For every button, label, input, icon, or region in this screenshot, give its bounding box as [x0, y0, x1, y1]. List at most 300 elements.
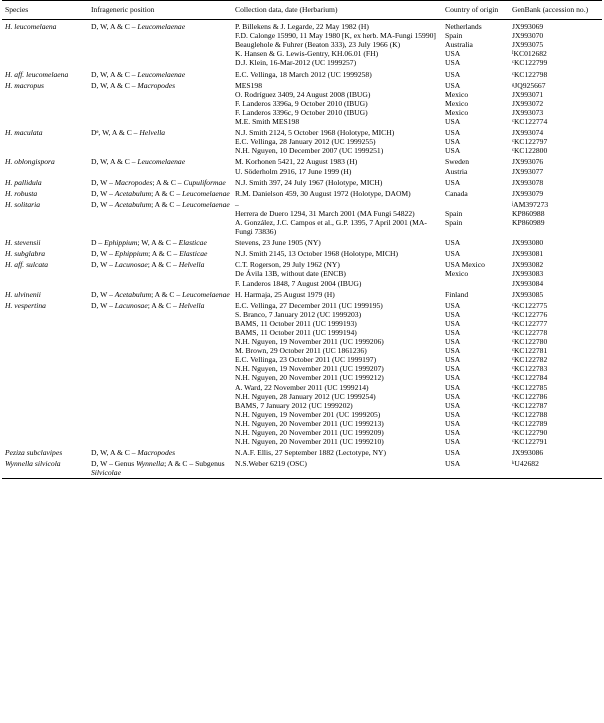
country-cell: USA: [445, 318, 461, 328]
collection-cell: N.H. Nguyen, 19 November 2011 (UC 1999206): [235, 337, 384, 347]
species-cell: H. aff. leucomelaena: [5, 69, 69, 79]
position-text: Acetabulum: [114, 199, 152, 209]
genbank-cell: ᶜKC122778: [512, 328, 548, 337]
specimen-table: [2, 0, 602, 479]
position-text: ; W, A & C –: [137, 238, 179, 248]
country-cell: Sweden: [445, 157, 470, 167]
header-row: [2, 1, 602, 20]
genbank-cell: JX993081: [512, 249, 544, 259]
collection-cell: A. Ward, 22 November 2011 (UC 1999214): [235, 382, 369, 392]
header-country: Country of origin: [445, 5, 499, 14]
table-row: [2, 247, 602, 258]
position-cell: [88, 247, 232, 258]
collection-cell: N.H. Nguyen, 20 November 2011 (UC 1999213): [235, 418, 384, 428]
genbank-cell: ᶜKC122785: [512, 382, 548, 392]
genbank-cell: ᶜKC122799: [512, 58, 548, 68]
position-text: ; A & C –: [151, 188, 183, 198]
position-text: Cupuliformae: [183, 177, 226, 187]
position-cell: [88, 446, 232, 457]
position-text: D, W, A & C –: [91, 80, 138, 90]
country-cell: USA: [445, 80, 461, 90]
collection-cell: M.E. Smith MES198: [235, 117, 300, 127]
species-cell: [2, 355, 88, 364]
country-cell: USA: [445, 309, 461, 319]
collection-cell: N.H. Nguyen, 20 November 2011 (UC 1999212): [235, 373, 384, 383]
position-cell: [88, 236, 232, 247]
genbank-cell: ᶜKC122782: [512, 355, 548, 365]
position-text: Wynnella: [136, 459, 165, 469]
position-cell: [88, 392, 232, 401]
country-cell: USA: [445, 355, 461, 365]
position-text: Leucomelaenae: [137, 157, 186, 167]
position-text: Helvella: [178, 300, 205, 310]
country-cell: Netherlands: [445, 22, 482, 32]
position-text: D, W –: [91, 289, 115, 299]
table-row: [2, 218, 602, 236]
country-cell: Finland: [445, 289, 469, 299]
position-text: Leucomelaenae: [137, 22, 186, 32]
species-cell: [2, 209, 88, 218]
position-cell: [88, 126, 232, 137]
table-row: [2, 457, 602, 478]
species-cell: [2, 310, 88, 319]
table-row: [2, 392, 602, 401]
table-row: [2, 364, 602, 373]
species-cell: H. stevensii: [5, 238, 41, 248]
species-cell: [2, 410, 88, 419]
collection-cell: N.S.Weber 6219 (OSC): [235, 459, 307, 469]
country-cell: USA: [445, 346, 461, 356]
country-cell: USA: [445, 373, 461, 383]
position-cell: [88, 373, 232, 382]
genbank-cell: JX993079: [512, 188, 544, 198]
collection-cell: F. Landeros 3396a, 9 October 2010 (IBUG): [235, 98, 368, 108]
country-cell: USA: [445, 49, 461, 59]
genbank-cell: JX993074: [512, 128, 544, 138]
table-row: [2, 58, 602, 67]
country-cell: Mexico: [445, 98, 469, 108]
table-row: [2, 49, 602, 58]
table-row: [2, 198, 602, 209]
collection-cell: H. Harmaja, 25 August 1979 (H): [235, 289, 335, 299]
species-cell: [2, 146, 88, 155]
position-text: Lacunosae: [114, 260, 148, 270]
table-row: [2, 155, 602, 166]
species-cell: [2, 108, 88, 117]
country-cell: USA: [445, 328, 461, 337]
genbank-cell: ᶜKC122774: [512, 117, 548, 127]
country-cell: [442, 198, 509, 209]
collection-cell: D.J. Klein, 16-Mar-2012 (UC 1999257): [235, 58, 357, 68]
genbank-cell: ᶜKC122800: [512, 146, 548, 156]
table-row: [2, 236, 602, 247]
table-row: [2, 31, 602, 40]
collection-cell: E.C. Vellinga, 23 October 2011 (UC 1999197): [235, 355, 377, 365]
collection-cell: M. Brown, 29 October 2011 (UC 1861236): [235, 346, 367, 356]
genbank-cell: ᶜKC122789: [512, 418, 548, 428]
collection-cell: De Ávila 13B, without date (ENCB): [235, 269, 346, 279]
position-cell: [88, 137, 232, 146]
position-text: Dᵉ, W, A & C –: [91, 128, 140, 138]
collection-cell: P. Billekens & J. Legarde, 22 May 1982 (H): [235, 22, 369, 32]
country-cell: USA: [445, 177, 461, 187]
country-cell: Australia: [445, 40, 473, 50]
position-text: ; A & C –: [147, 260, 179, 270]
table-row: [2, 279, 602, 288]
position-text: ; A & C –: [147, 300, 179, 310]
genbank-cell: ʲAM397273: [512, 199, 549, 209]
country-cell: USA Mexico: [445, 260, 485, 270]
position-text: Acetabulum: [114, 289, 152, 299]
species-cell: [2, 58, 88, 67]
position-cell: [88, 337, 232, 346]
position-text: Helvella: [178, 260, 205, 270]
collection-cell: BAMS, 11 October 2011 (UC 1999194): [235, 328, 357, 337]
table-row: [2, 209, 602, 218]
species-cell: [2, 337, 88, 346]
country-cell: USA: [445, 337, 461, 347]
table-row: [2, 167, 602, 176]
table-row: [2, 401, 602, 410]
position-text: D, W, A & C –: [91, 157, 138, 167]
position-cell: [88, 355, 232, 364]
position-cell: [88, 198, 232, 209]
collection-cell: A. González, J.C. Campos et al., G.P. 1395, 7 April 2001 (MA-Fungi 73836): [235, 217, 427, 237]
position-text: D, W – Genus: [91, 459, 137, 469]
table-row: [2, 346, 602, 355]
collection-cell: E.C. Vellinga, 27 December 2011 (UC 1999195): [235, 300, 383, 310]
table-row: [2, 90, 602, 99]
position-cell: [88, 31, 232, 40]
collection-cell: N.J. Smith 397, 24 July 1967 (Holotype, MICH): [235, 177, 383, 187]
genbank-cell: JX993082: [512, 260, 544, 270]
position-cell: [88, 410, 232, 419]
genbank-cell: ᴵKC012682: [512, 49, 547, 59]
genbank-cell: ᶜKC122790: [512, 428, 548, 438]
table-row: [2, 373, 602, 382]
genbank-cell: ᵍJQ925667: [512, 80, 546, 90]
country-cell: Spain: [445, 208, 463, 218]
genbank-cell: JX993086: [512, 448, 544, 458]
species-cell: [2, 401, 88, 410]
country-cell: USA: [445, 238, 461, 248]
species-cell: [2, 49, 88, 58]
table-row: [2, 108, 602, 117]
genbank-cell: ᶜKC122784: [512, 373, 548, 383]
position-text: D, W –: [91, 249, 115, 259]
table-row: [2, 137, 602, 146]
position-text: Silvicolae: [91, 468, 121, 478]
species-cell: [2, 137, 88, 146]
collection-cell: –: [235, 199, 239, 209]
species-cell: H. macropus: [5, 80, 44, 90]
genbank-cell: JX993075: [512, 40, 544, 50]
genbank-cell: ᶜKC122783: [512, 364, 548, 374]
position-text: Macropodes: [137, 448, 176, 458]
position-text: Leucomelaenae: [137, 69, 186, 79]
table-row: [2, 187, 602, 198]
position-cell: [88, 20, 232, 32]
position-cell: [88, 176, 232, 187]
position-text: Lacunosae: [114, 300, 148, 310]
genbank-cell: JX993073: [512, 107, 544, 117]
header-species: Species: [5, 5, 29, 14]
collection-cell: F. Landeros 1848, 7 August 2004 (IBUG): [235, 278, 362, 288]
species-cell: H. leucomelaena: [5, 22, 57, 32]
collection-cell: BAMS, 11 October 2011 (UC 1999193): [235, 318, 357, 328]
country-cell: USA: [445, 391, 461, 401]
table-header: [2, 1, 602, 20]
genbank-cell: JX993077: [512, 166, 544, 176]
country-cell: Mexico: [445, 269, 469, 279]
position-cell: [88, 364, 232, 373]
table-row: [2, 299, 602, 310]
species-cell: [2, 40, 88, 49]
position-text: Leucomelaenae: [182, 199, 230, 209]
species-cell: H. robusta: [5, 188, 38, 198]
genbank-cell: JX993071: [512, 89, 544, 99]
position-text: D, W –: [91, 199, 115, 209]
table-row: [2, 310, 602, 319]
species-cell: [2, 319, 88, 328]
collection-cell: Herrera de Duero 1294, 31 March 2001 (MA Fungi 54822): [235, 208, 415, 218]
position-cell: [88, 90, 232, 99]
table-body: [2, 20, 602, 478]
genbank-cell: ᵏU42682: [512, 459, 539, 469]
table-row: [2, 126, 602, 137]
country-cell: USA: [445, 300, 461, 310]
country-cell: USA: [445, 459, 461, 469]
collection-cell: MES198: [235, 80, 263, 90]
table-row: [2, 40, 602, 49]
position-text: Elasticae: [179, 249, 208, 259]
table-row: [2, 410, 602, 419]
table-row: [2, 328, 602, 337]
position-text: Leucomelaenae: [182, 188, 230, 198]
genbank-cell: KP860989: [512, 217, 545, 227]
table-row: [2, 288, 602, 299]
species-cell: [2, 328, 88, 337]
species-cell: H. solitaria: [5, 199, 41, 209]
position-cell: [88, 49, 232, 58]
position-cell: [88, 299, 232, 310]
collection-cell: S. Branco, 7 January 2012 (UC 1999203): [235, 309, 362, 319]
position-cell: [88, 401, 232, 410]
country-cell: Mexico: [445, 89, 469, 99]
genbank-cell: ᶜKC122775: [512, 300, 548, 310]
position-cell: [88, 419, 232, 428]
table-row: [2, 446, 602, 457]
genbank-cell: ᶜKC122788: [512, 409, 548, 419]
country-cell: USA: [445, 382, 461, 392]
country-cell: USA: [445, 58, 461, 68]
collection-cell: N.H. Nguyen, 19 November 201 (UC 1999205): [235, 409, 381, 419]
species-cell: H. oblongispora: [5, 157, 55, 167]
position-cell: [88, 40, 232, 49]
table-row: [2, 355, 602, 364]
position-cell: [88, 288, 232, 299]
table-row: [2, 68, 602, 79]
country-cell: USA: [445, 400, 461, 410]
species-cell: [2, 31, 88, 40]
collection-cell: N.J. Smith 2124, 5 October 1968 (Holotype, MICH): [235, 128, 395, 138]
species-cell: [2, 279, 88, 288]
position-text: D, W –: [91, 177, 115, 187]
position-cell: [88, 258, 232, 269]
collection-cell: U. Söderholm 2916, 17 June 1999 (H): [235, 166, 352, 176]
species-cell: [2, 218, 88, 236]
species-cell: [2, 269, 88, 278]
position-text: Leucomelaenae: [182, 289, 230, 299]
position-text: D –: [91, 238, 105, 248]
genbank-cell: JX993069: [512, 22, 544, 32]
header-infrageneric-position: Infrageneric position: [91, 5, 155, 14]
species-cell: H. aff. sulcata: [5, 260, 49, 270]
position-text: D, W, A & C –: [91, 69, 138, 79]
position-cell: [88, 79, 232, 90]
genbank-cell: JX993083: [512, 269, 544, 279]
table-row: [2, 319, 602, 328]
position-cell: [88, 117, 232, 126]
country-cell: USA: [445, 117, 461, 127]
species-cell: [2, 428, 88, 437]
table-row: [2, 437, 602, 446]
collection-cell: N.H. Nguyen, 28 January 2012 (UC 1999254): [235, 391, 376, 401]
genbank-cell: JX993084: [512, 278, 544, 288]
genbank-cell: ᶜKC122780: [512, 337, 548, 347]
species-cell: H. ulvinenii: [5, 289, 41, 299]
genbank-cell: ᶜKC122798: [512, 69, 548, 79]
species-cell: Peziza subclavipes: [5, 448, 63, 458]
collection-cell: N.A.F. Ellis, 27 September 1882 (Lectotype, NY): [235, 448, 387, 458]
header-collection-data: Collection data, date (Herbarium): [235, 5, 338, 14]
genbank-cell: ᶜKC122786: [512, 391, 548, 401]
species-cell: [2, 437, 88, 446]
position-cell: [88, 457, 232, 478]
position-text: D, W, A & C –: [91, 22, 138, 32]
position-cell: [88, 428, 232, 437]
collection-cell: N.H. Nguyen, 20 November 2011 (UC 1999210): [235, 437, 384, 447]
position-text: ; A & C – Subgenus: [164, 459, 225, 469]
country-cell: Canada: [445, 188, 468, 198]
table-row: [2, 258, 602, 269]
table-row: [2, 383, 602, 392]
country-cell: USA: [445, 146, 461, 156]
position-cell: [88, 328, 232, 337]
table-row: [2, 146, 602, 155]
species-cell: [2, 419, 88, 428]
genbank-cell: ᶜKC122787: [512, 400, 548, 410]
species-cell: [2, 117, 88, 126]
position-text: D, W –: [91, 188, 115, 198]
genbank-cell: KP860988: [512, 208, 545, 218]
position-cell: [88, 209, 232, 218]
position-text: ; A & C –: [151, 289, 183, 299]
country-cell: USA: [445, 418, 461, 428]
position-cell: [88, 346, 232, 355]
country-cell: USA: [445, 448, 461, 458]
species-cell: [2, 167, 88, 176]
country-cell: USA: [445, 428, 461, 438]
collection-cell: N.H. Nguyen, 20 November 2011 (UC 1999209): [235, 428, 384, 438]
collection-cell: C.T. Rogerson, 29 July 1962 (NY): [235, 260, 340, 270]
position-cell: [88, 279, 232, 288]
genbank-cell: ᶜKC122791: [512, 437, 548, 447]
genbank-cell: ᶜKC122781: [512, 346, 548, 356]
species-cell: [2, 346, 88, 355]
species-cell: [2, 90, 88, 99]
country-cell: USA: [445, 364, 461, 374]
country-cell: [442, 279, 509, 288]
position-cell: [88, 108, 232, 117]
position-text: D, W –: [91, 300, 115, 310]
country-cell: USA: [445, 128, 461, 138]
country-cell: USA: [445, 249, 461, 259]
species-cell: H. vespertina: [5, 300, 46, 310]
position-text: Acetabulum: [114, 188, 152, 198]
country-cell: Mexico: [445, 107, 469, 117]
collection-cell: R.M. Danielson 459, 30 August 1972 (Holotype, DAOM): [235, 188, 411, 198]
genbank-cell: JX993085: [512, 289, 544, 299]
genbank-cell: JX993080: [512, 238, 544, 248]
position-text: Ephippium: [104, 238, 138, 248]
collection-cell: BAMS, 7 January 2012 (UC 1999202): [235, 400, 353, 410]
position-cell: [88, 437, 232, 446]
genbank-cell: JX993076: [512, 157, 544, 167]
collection-cell: E.C. Vellinga, 28 January 2012 (UC 1999255): [235, 137, 376, 147]
position-text: Macropodes: [114, 177, 153, 187]
position-cell: [88, 146, 232, 155]
position-cell: [88, 319, 232, 328]
position-cell: [88, 99, 232, 108]
country-cell: USA: [445, 409, 461, 419]
species-cell: [2, 373, 88, 382]
table-row: [2, 117, 602, 126]
species-cell: [2, 383, 88, 392]
genbank-cell: JX993072: [512, 98, 544, 108]
collection-cell: E.C. Vellinga, 18 March 2012 (UC 1999258): [235, 69, 372, 79]
species-cell: [2, 364, 88, 373]
table-row: [2, 428, 602, 437]
position-cell: [88, 310, 232, 319]
collection-cell: N.H. Nguyen, 10 December 2007 (UC 1999251): [235, 146, 384, 156]
position-text: Ephippium: [114, 249, 149, 259]
table-row: [2, 176, 602, 187]
table-row: [2, 337, 602, 346]
position-text: Elasticae: [178, 238, 207, 248]
collection-cell: Beauglehole & Fuhrer (Beaton 333), 23 July 1966 (K): [235, 40, 401, 50]
country-cell: Spain: [445, 217, 463, 227]
genbank-cell: ᶜKC122776: [512, 309, 548, 319]
table-row: [2, 20, 602, 32]
position-cell: [88, 155, 232, 166]
species-cell: H. subglabra: [5, 249, 46, 259]
genbank-cell: JX993070: [512, 31, 544, 41]
genbank-cell: ᶜKC122797: [512, 137, 548, 147]
position-cell: [88, 187, 232, 198]
position-text: D, W, A & C –: [91, 448, 138, 458]
country-cell: Austria: [445, 166, 468, 176]
species-cell: H. maculata: [5, 128, 43, 138]
position-text: ; A & C –: [152, 177, 184, 187]
position-cell: [88, 68, 232, 79]
country-cell: USA: [445, 437, 461, 447]
country-cell: Spain: [445, 31, 463, 41]
collection-cell: K. Hansen & G. Lewis-Gentry, KH.06.01 (FH): [235, 49, 379, 59]
position-cell: [88, 58, 232, 67]
position-text: Macropodes: [137, 80, 176, 90]
species-cell: H. pallidula: [5, 177, 42, 187]
